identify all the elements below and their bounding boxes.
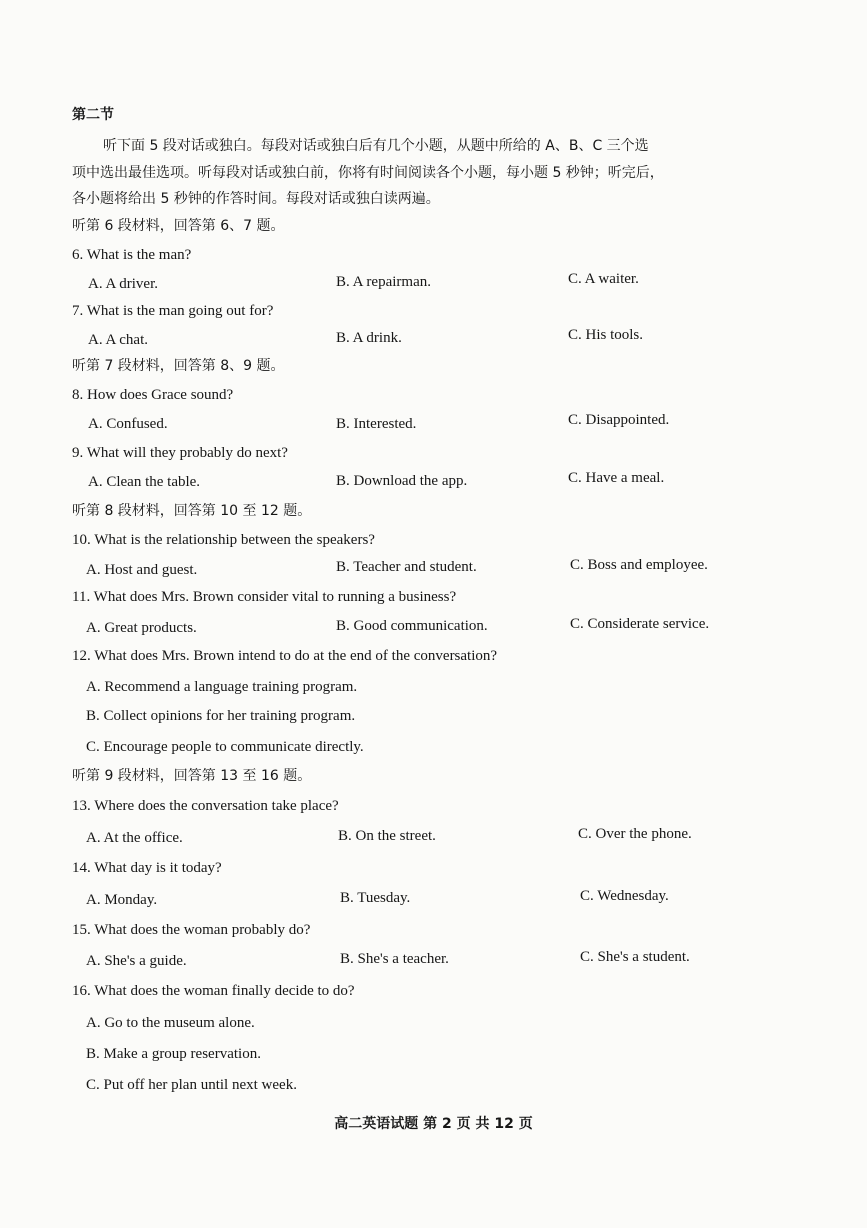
q10-option-c: C. Boss and employee.: [570, 557, 708, 573]
q15-option-a: A. She's a guide.: [86, 953, 187, 969]
section-title: 第二节: [72, 107, 114, 123]
q8-option-b: B. Interested.: [336, 416, 417, 432]
question-7: 7. What is the man going out for?: [72, 303, 274, 319]
question-15: 15. What does the woman probably do?: [72, 922, 311, 938]
q15-option-c: C. She's a student.: [580, 949, 690, 965]
q11-option-a: A. Great products.: [86, 620, 197, 636]
group-header-9: 听第 9 段材料，回答第 13 至 16 题。: [72, 768, 312, 784]
q16-option-c: C. Put off her plan until next week.: [86, 1077, 297, 1093]
q9-option-b: B. Download the app.: [336, 473, 468, 489]
q14-option-a: A. Monday.: [86, 892, 158, 908]
question-13: 13. Where does the conversation take place?: [72, 798, 339, 814]
q8-option-c: C. Disappointed.: [568, 412, 670, 428]
q7-option-b: B. A drink.: [336, 330, 402, 346]
q6-option-a: A. A driver.: [88, 276, 158, 292]
question-14: 14. What day is it today?: [72, 860, 222, 876]
page-footer: 高二英语试题 第 2 页 共 12 页: [334, 1116, 533, 1132]
question-6: 6. What is the man?: [72, 247, 192, 263]
question-12: 12. What does Mrs. Brown intend to do at the end of the conversation?: [72, 648, 498, 664]
instruction-line-1: 听下面 5 段对话或独白。每段对话或独白后有几个小题，从题中所给的 A、B、C 三个选: [103, 138, 649, 154]
q9-option-c: C. Have a meal.: [568, 470, 665, 486]
group-header-6: 听第 6 段材料，回答第 6、7 题。: [72, 218, 285, 234]
question-16: 16. What does the woman finally decide to do?: [72, 983, 355, 999]
q7-option-a: A. A chat.: [88, 332, 148, 348]
q13-option-c: C. Over the phone.: [578, 826, 692, 842]
q11-option-c: C. Considerate service.: [570, 616, 710, 632]
question-11: 11. What does Mrs. Brown consider vital to running a business?: [72, 589, 457, 605]
question-9: 9. What will they probably do next?: [72, 445, 288, 461]
q9-option-a: A. Clean the table.: [88, 474, 201, 490]
q14-option-c: C. Wednesday.: [580, 888, 669, 904]
q6-option-b: B. A repairman.: [336, 274, 431, 290]
q16-option-a: A. Go to the museum alone.: [86, 1015, 255, 1031]
q13-option-b: B. On the street.: [338, 828, 436, 844]
q8-option-a: A. Confused.: [88, 416, 168, 432]
q14-option-b: B. Tuesday.: [340, 890, 411, 906]
group-header-7: 听第 7 段材料，回答第 8、9 题。: [72, 358, 285, 374]
question-10: 10. What is the relationship between the speakers?: [72, 532, 375, 548]
q12-option-a: A. Recommend a language training program.: [86, 679, 358, 695]
group-header-8: 听第 8 段材料，回答第 10 至 12 题。: [72, 503, 312, 519]
question-8: 8. How does Grace sound?: [72, 387, 234, 403]
q11-option-b: B. Good communication.: [336, 618, 488, 634]
q16-option-b: B. Make a group reservation.: [86, 1046, 261, 1062]
q15-option-b: B. She's a teacher.: [340, 951, 449, 967]
q12-option-c: C. Encourage people to communicate directly.: [86, 739, 364, 755]
q12-option-b: B. Collect opinions for her training program.: [86, 708, 356, 724]
q10-option-b: B. Teacher and student.: [336, 559, 477, 575]
q13-option-a: A. At the office.: [86, 830, 183, 846]
q7-option-c: C. His tools.: [568, 327, 644, 343]
q10-option-a: A. Host and guest.: [86, 562, 198, 578]
instruction-line-2: 项中选出最佳选项。听每段对话或独白前，你将有时间阅读各个小题，每小题 5 秒钟；听完后，: [72, 165, 664, 181]
instruction-line-3: 各小题将给出 5 秒钟的作答时间。每段对话或独白读两遍。: [72, 191, 440, 207]
q6-option-c: C. A waiter.: [568, 271, 639, 287]
